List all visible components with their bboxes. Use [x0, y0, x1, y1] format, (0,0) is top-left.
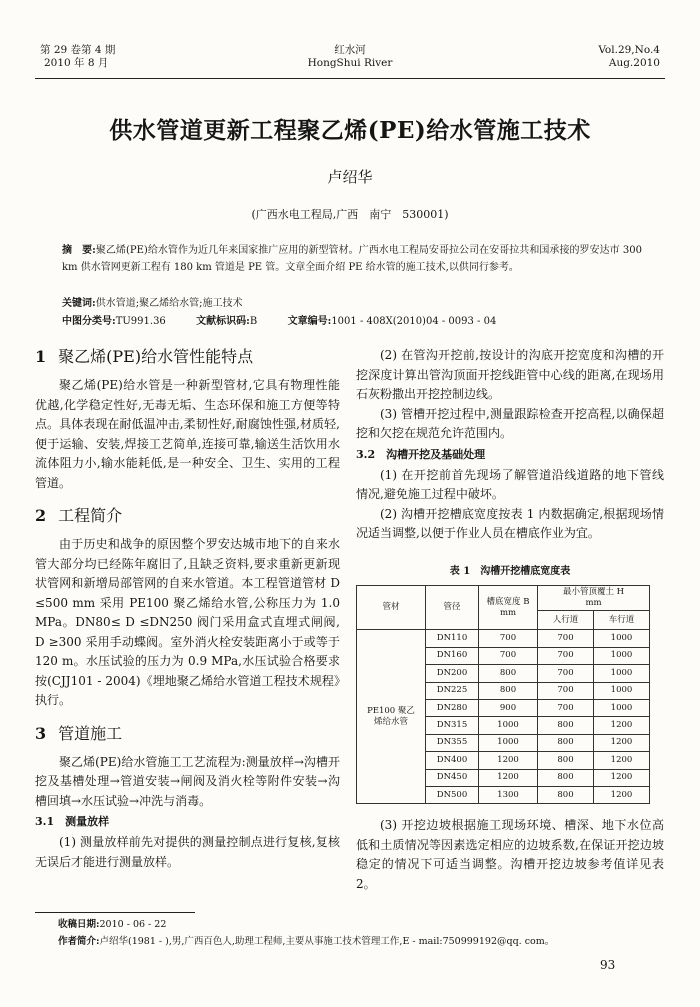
- table-cell: 1200: [594, 734, 650, 751]
- table-cell: 700: [538, 647, 594, 664]
- table-cell: 900: [479, 699, 538, 716]
- table-cell: 700: [479, 630, 538, 647]
- table-cell: DN500: [426, 786, 479, 803]
- table-1-body: [357, 630, 650, 804]
- date-cn: 2010 年 8 月: [44, 57, 109, 69]
- keywords: [62, 297, 642, 311]
- footnote-received: [58, 916, 166, 933]
- table-header-cover-unit: mm: [585, 598, 602, 608]
- table-cell: 1300: [479, 786, 538, 803]
- table-cell: 1200: [479, 769, 538, 786]
- table-header-diameter: 管径: [426, 586, 479, 630]
- section-1-number: 1: [35, 347, 47, 366]
- subsection-3-2-item-1: (1) 在开挖前首先现场了解管道沿线道路的地下管线情况,避免施工过程中破坏。: [356, 467, 664, 501]
- table-cell: 700: [538, 665, 594, 682]
- classification-line: [62, 315, 642, 329]
- section-1-heading: [35, 346, 340, 368]
- right-column: [356, 346, 664, 894]
- article-number-label: 文章编号:: [287, 316, 332, 327]
- table-cell: 800: [538, 752, 594, 769]
- author-name: 卢绍华: [327, 168, 373, 186]
- table-cell: DN315: [426, 717, 479, 734]
- subsection-3-2-item-2: (2) 沟槽开挖槽底宽度按表 1 内数据确定,根据现场情况适当调整,以便于作业人员在槽底作业为宜。: [356, 506, 664, 540]
- section-3-number: 3: [35, 723, 47, 743]
- table-cell-material: PE100 聚乙烯给水管: [357, 630, 426, 804]
- received-label: 收稿日期:: [58, 919, 100, 930]
- table-row: [357, 630, 650, 647]
- author-bio-label: 作者简介:: [58, 936, 100, 947]
- table-cell: 800: [479, 665, 538, 682]
- section-2-title: 工程简介: [58, 506, 123, 525]
- table-header-sidewalk: 人行道: [538, 611, 594, 630]
- table-cell: 1000: [594, 682, 650, 699]
- table-1: [356, 585, 650, 804]
- subsection-3-1-item-3: (3) 管槽开挖过程中,测量跟踪检查开挖高程,以确保超挖和欠挖在规范允许范围内。: [356, 406, 664, 440]
- table-cell: 800: [538, 717, 594, 734]
- table-cell: DN450: [426, 769, 479, 786]
- volume-en: Vol.29,No.4: [598, 44, 660, 56]
- article-number-value: 1001 - 408X(2010)04 - 0093 - 04: [331, 316, 497, 327]
- doc-code-label: 文献标识码:: [196, 316, 250, 327]
- table-cell: DN160: [426, 647, 479, 664]
- author-bio-text: 卢绍华(1981 - ),男,广西百色人,助理工程师,主要从事施工技术管理工作,E - mail:750999192@qq. com。: [99, 936, 555, 947]
- table-cell: DN200: [426, 665, 479, 682]
- table-header-cover: [538, 586, 650, 611]
- table-cell: 800: [538, 786, 594, 803]
- keywords-label: 关键词:: [62, 298, 96, 309]
- subsection-3-1-heading: 3.1 测量放样: [35, 815, 110, 828]
- abstract-text: 聚乙烯(PE)给水管作为近几年来国家推广应用的新型管材。广西水电工程局安哥拉公司在安哥拉共和国承接的罗安达市 300 km 供水管网更新工程有 180 km 管道是 PE 管。文章全面介绍 PE 给水管的施工技术,以供同行参考。: [62, 245, 642, 273]
- article-title: 供水管道更新工程聚乙烯(PE)给水管施工技术: [109, 117, 591, 144]
- table-cell: 1000: [479, 734, 538, 751]
- table-header-cover-label: 最小管顶覆土 H: [562, 587, 625, 597]
- table-header-width: [479, 586, 538, 630]
- subsection-3-2-item-3: (3) 开挖边坡根据施工现场环境、槽深、地下水位高低和土质情况等因素选定相应的边坡系数,在保证开挖边坡稳定的情况下可适当调整。沟槽开挖边坡参考值详见表 2。: [356, 818, 664, 891]
- table-header-width-unit: mm: [499, 607, 517, 618]
- journal-issue: [520, 44, 660, 70]
- subsection-3-1-item-2: (2) 在管沟开挖前,按设计的沟底开挖宽度和沟槽的开挖深度计算出管沟顶面开挖线距管中心线的距离,在现场用石灰粉撒出开挖控制边线。: [356, 348, 664, 401]
- section-2-heading: [35, 505, 340, 527]
- table-cell: 1000: [479, 717, 538, 734]
- table-cell: 700: [538, 682, 594, 699]
- table-cell: 1000: [594, 630, 650, 647]
- footnote-author: [58, 933, 554, 950]
- section-3-title: 管道施工: [58, 723, 123, 743]
- table-header-roadway: 车行道: [594, 611, 650, 630]
- left-column: [35, 346, 340, 872]
- footnote-rule: [35, 912, 195, 913]
- table-cell: DN110: [426, 630, 479, 647]
- abstract: [62, 242, 642, 276]
- table-cell: 700: [479, 647, 538, 664]
- table-cell: 1200: [594, 717, 650, 734]
- table-cell: 700: [538, 699, 594, 716]
- section-3-paragraph: 聚乙烯(PE)给水管施工工艺流程为:测量放样→沟槽开挖及基槽处理→管道安装→闸阀及消火栓等附件安装→沟槽回填→水压试验→冲洗与消毒。: [35, 754, 340, 808]
- clc-label: 中图分类号:: [62, 316, 116, 327]
- table-cell: 1200: [594, 769, 650, 786]
- received-date: 2010 - 06 - 22: [99, 919, 167, 930]
- section-2-number: 2: [35, 506, 47, 525]
- section-3-heading: [35, 723, 340, 745]
- table-cell: 1200: [594, 752, 650, 769]
- section-1-title: 聚乙烯(PE)给水管性能特点: [58, 347, 254, 366]
- author-affiliation: (广西水电工程局,广西 南宁 530001): [251, 208, 449, 221]
- journal-volume: [40, 44, 115, 70]
- subsection-3-1-item-1: (1) 测量放样前先对提供的测量控制点进行复核,复核无误后才能进行测量放样。: [35, 835, 340, 869]
- volume-cn: 第 29 卷第 4 期: [40, 44, 116, 56]
- table-cell: 800: [538, 769, 594, 786]
- header-rule: [35, 78, 665, 79]
- keywords-text: 供水管道;聚乙烯给水管;施工技术: [95, 298, 243, 309]
- journal-name-en: HongShui River: [307, 57, 393, 69]
- table-1-caption: 表 1 沟槽开挖槽底宽度表: [449, 565, 571, 577]
- clc-value: TU991.36: [115, 316, 166, 327]
- table-cell: 800: [538, 734, 594, 751]
- table-header-material: 管材: [357, 586, 426, 630]
- table-cell: 800: [479, 682, 538, 699]
- journal-name: [250, 44, 450, 70]
- table-cell: 1000: [594, 647, 650, 664]
- table-cell: DN355: [426, 734, 479, 751]
- page-number: 93: [600, 958, 616, 972]
- section-2-paragraph: 由于历史和战争的原因整个罗安达城市地下的自来水管大部分均已经陈年腐旧了,且缺乏资料,要求重新更新现状管网和新增局部管网的自来水管道。本工程管道管材 D ≤500 mm 采用 PE100 聚乙烯给水管,公称压力为 1.0 MPa。DN80≤ D ≤DN250 阀门采用盒式直埋式闸阀, D ≥300 采用手动蝶阀。室外消火栓安装距离小于或等于 120 m。水压试验的压力为 0.9 MPa,水压试验合格要求按(CJJ101 - 2004)《埋地聚乙烯给水管道工程技术规程》执行。: [35, 537, 340, 707]
- table-cell: 1200: [594, 786, 650, 803]
- abstract-label: 摘 要:: [62, 245, 96, 256]
- table-cell: 700: [538, 630, 594, 647]
- table-header-width-label: 槽底宽度 B: [486, 596, 530, 607]
- section-1-paragraph: 聚乙烯(PE)给水管是一种新型管材,它具有物理性能优越,化学稳定性好,无毒无垢、生态环保和施工方便等特点。具体表现在耐低温冲击,柔韧性好,耐腐蚀性强,材质轻,便于运输、安装,焊接工艺简单,连接可靠,输送生活饮用水流体阻力小,输水能耗低,是一种安全、卫生、实用的工程管道。: [35, 378, 340, 490]
- journal-name-cn: 红水河: [334, 44, 366, 56]
- table-cell: DN225: [426, 682, 479, 699]
- date-en: Aug.2010: [608, 57, 660, 69]
- table-cell: DN400: [426, 752, 479, 769]
- subsection-3-2-heading: 3.2 沟槽开挖及基础处理: [356, 447, 486, 461]
- doc-code-value: B: [249, 316, 258, 327]
- table-cell: DN280: [426, 699, 479, 716]
- table-cell: 1200: [479, 752, 538, 769]
- table-cell: 1000: [594, 699, 650, 716]
- table-cell: 1000: [594, 665, 650, 682]
